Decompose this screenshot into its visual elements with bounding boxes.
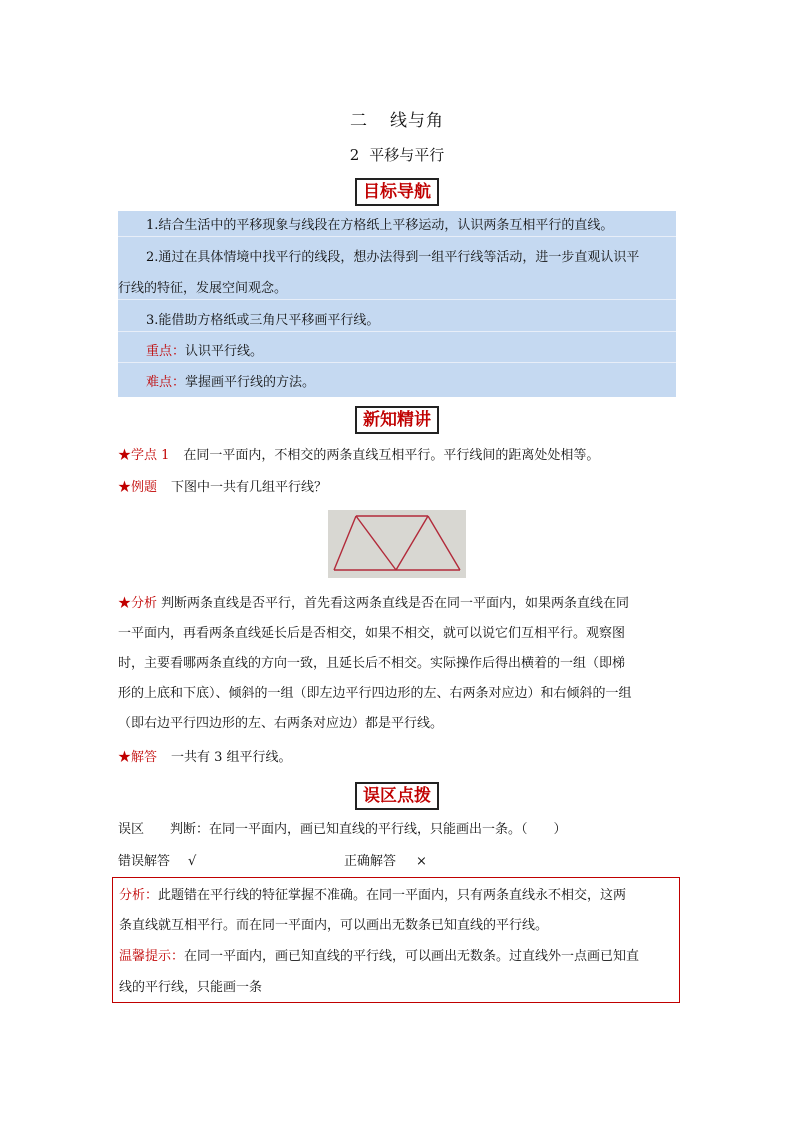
mistake-statement-row bbox=[118, 820, 567, 840]
goal-item-1: 1.结合生活中的平移现象与线段在方格纸上平移运动，认识两条互相平行的直线。 bbox=[118, 216, 676, 237]
new-knowledge-heading: 新知精讲 bbox=[355, 406, 439, 434]
diagonal-line-1 bbox=[356, 516, 396, 570]
example-label: ★例题 bbox=[118, 480, 158, 495]
mistake-label: 误区 bbox=[118, 822, 145, 837]
analysis-label: ★分析 bbox=[118, 596, 158, 611]
explanation-line-2: 条直线就互相平行。而在同一平面内，可以画出无数条已知直线的平行线。 bbox=[119, 918, 549, 933]
analysis-line-1: ★分析 判断两条直线是否平行，首先看这两条直线是否在同一平面内，如果两条直线在同 bbox=[118, 596, 630, 611]
mistake-statement: 判断：在同一平面内，画已知直线的平行线，只能画出一条。（ ） bbox=[170, 822, 567, 837]
right-answer: × bbox=[416, 854, 427, 869]
goal-item-3: 3.能借助方格纸或三角尺平移画平行线。 bbox=[118, 311, 676, 332]
tip-line-1: 温馨提示：在同一平面内，画已知直线的平行线，可以画出无数条。过直线外一点画已知直 bbox=[119, 949, 640, 964]
learning-point bbox=[118, 446, 599, 466]
mistakes-heading: 误区点拨 bbox=[355, 782, 439, 810]
chapter-number: 二 bbox=[350, 111, 368, 131]
answer-label: ★解答 bbox=[118, 750, 158, 765]
left-leg-line bbox=[334, 516, 356, 570]
answer-text: 一共有 3 组平行线。 bbox=[171, 750, 292, 765]
trapezoid-diagram bbox=[328, 510, 466, 578]
goals-box bbox=[118, 211, 676, 397]
explanation-label: 分析： bbox=[119, 888, 159, 903]
right-leg-line bbox=[428, 516, 460, 570]
difficulty-text: 掌握画平行线的方法。 bbox=[185, 375, 316, 390]
key-label: 重点： bbox=[146, 344, 186, 359]
example-text: 下图中一共有几组平行线？ bbox=[171, 480, 328, 495]
goals-heading: 目标导航 bbox=[355, 178, 439, 206]
wrong-answer: √ bbox=[188, 854, 197, 869]
explanation-line-1: 分析：此题错在平行线的特征掌握不准确。在同一平面内，只有两条直线永不相交，这两 bbox=[119, 888, 627, 903]
analysis-line-4: 形的上底和下底）、倾斜的一组（即左边平行四边形的左、右两条对应边）和右倾斜的一组 bbox=[118, 686, 632, 701]
parallel-lines-figure bbox=[328, 510, 466, 578]
goals-heading-wrap bbox=[0, 178, 794, 206]
goal-item-2a: 2.通过在具体情境中找平行的线段，想办法得到一组平行线等活动，进一步直观认识平 bbox=[146, 250, 640, 265]
answer bbox=[118, 748, 292, 768]
difficulty-label: 难点： bbox=[146, 375, 186, 390]
goal-item-2b: 行线的特征，发展空间观念。 bbox=[118, 279, 676, 300]
example bbox=[118, 478, 327, 498]
tip-label: 温馨提示： bbox=[119, 949, 185, 964]
diagonal-line-2 bbox=[396, 516, 428, 570]
right-label: 正确解答 bbox=[344, 854, 397, 869]
new-knowledge-heading-wrap bbox=[0, 406, 794, 434]
analysis-line-5: （即右边平行四边形的左、右两条对应边）都是平行线。 bbox=[118, 716, 444, 731]
mistakes-heading-wrap bbox=[0, 782, 794, 810]
point-text: 在同一平面内，不相交的两条直线互相平行。平行线间的距离处处相等。 bbox=[183, 448, 600, 463]
key-text: 认识平行线。 bbox=[185, 344, 264, 359]
lesson-name: 平移与平行 bbox=[369, 146, 445, 164]
analysis-block bbox=[118, 589, 678, 739]
wrong-label: 错误解答 bbox=[118, 854, 171, 869]
mistake-explanation-box bbox=[112, 877, 680, 1003]
goal-difficulty bbox=[118, 373, 676, 393]
lesson-title bbox=[0, 144, 794, 165]
point-label: ★学点 1 bbox=[118, 448, 170, 463]
lesson-number: 2 bbox=[349, 146, 360, 164]
answers-row bbox=[118, 852, 678, 872]
goal-key-point bbox=[118, 342, 676, 363]
analysis-line-3: 时，主要看哪两条直线的方向一致，且延长后不相交。实际操作后得出横着的一组（即梯 bbox=[118, 656, 626, 671]
analysis-line-2: 一平面内，再看两条直线延长后是否相交，如果不相交，就可以说它们互相平行。观察图 bbox=[118, 626, 626, 641]
chapter-title bbox=[0, 106, 794, 131]
chapter-name: 线与角 bbox=[390, 111, 444, 131]
tip-line-2: 线的平行线，只能画一条 bbox=[119, 980, 263, 995]
